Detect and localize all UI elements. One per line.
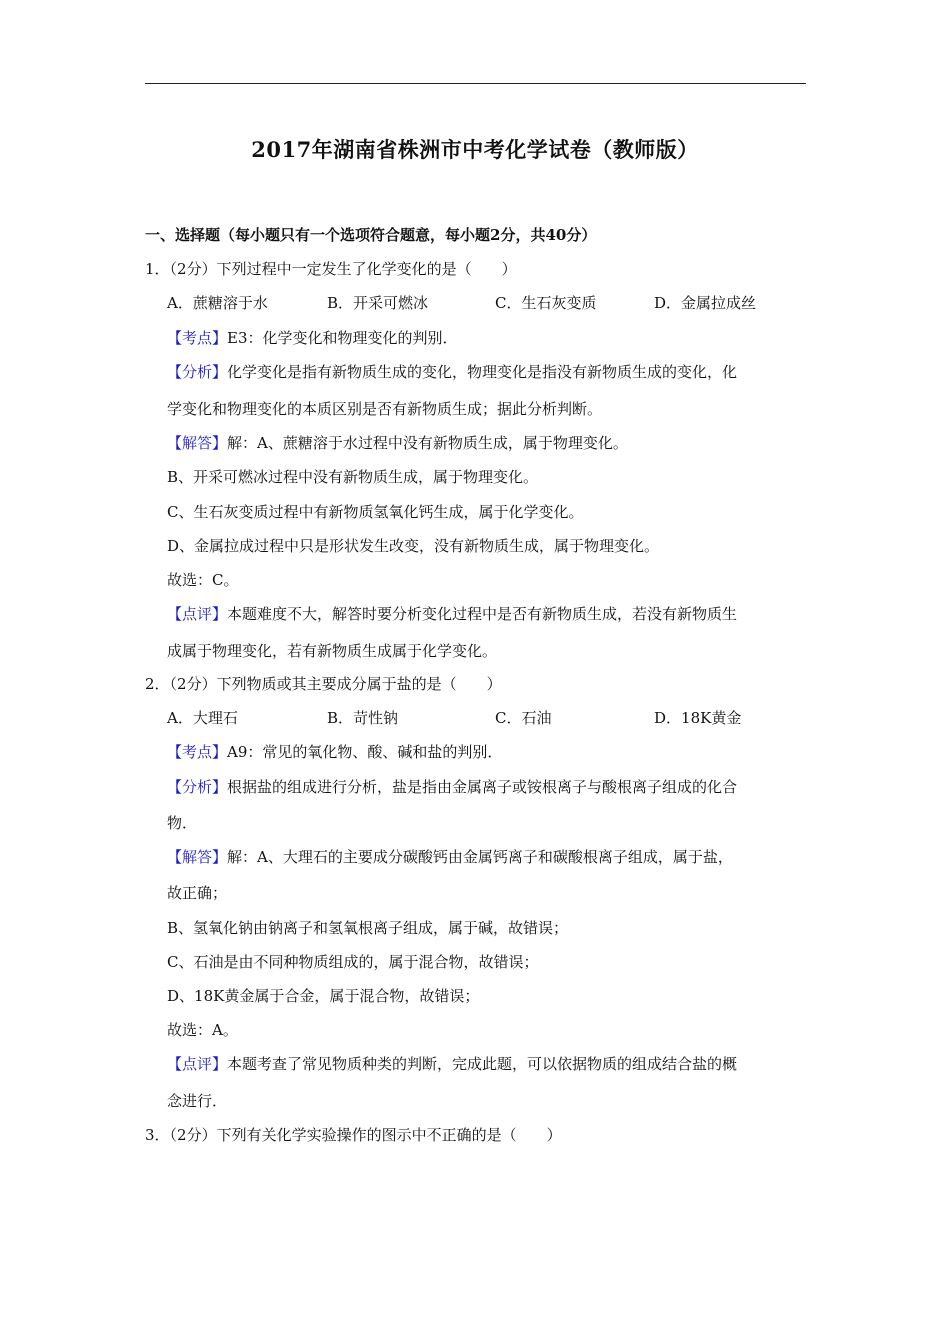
section-header: 一、选择题（每小题只有一个选项符合题意，每小题2分，共40分） [145, 226, 597, 244]
question-1-stem: 1．（2分）下列过程中一定发生了化学变化的是（ ） [145, 260, 517, 278]
page-title: 2017年湖南省株洲市中考化学试卷（教师版） [251, 137, 699, 162]
dianping-tag: 【点评】 [167, 605, 228, 623]
q2-jieda-text-1: 解：A、大理石的主要成分碳酸钙由金属钙离子和碳酸根离子组成，属于盐， [227, 848, 733, 866]
q2-fenxi [167, 776, 737, 798]
jieda-tag: 【解答】 [167, 434, 228, 452]
q1-dianping [167, 603, 737, 625]
q1-kaodian [167, 327, 458, 349]
q1-jieda [167, 432, 628, 454]
q2-option-b: B．苛性钠 [327, 709, 399, 727]
q1-option-d: D．金属拉成丝 [654, 294, 757, 312]
q1-kaodian-text: E3：化学变化和物理变化的判别． [227, 329, 458, 347]
q2-jieda-text-5: D、18K黄金属于合金，属于混合物，故错误； [167, 987, 480, 1005]
fenxi-tag: 【分析】 [167, 778, 228, 796]
jieda-tag: 【解答】 [167, 848, 228, 866]
q1-jieda-text-3: C、生石灰变质过程中有新物质氢氧化钙生成，属于化学变化。 [167, 503, 584, 521]
kaodian-tag: 【考点】 [167, 329, 228, 347]
q2-jieda-text-2: 故正确； [167, 884, 228, 902]
kaodian-tag: 【考点】 [167, 743, 228, 761]
q2-option-d: D．18K黄金 [654, 709, 742, 727]
question-3-stem: 3．（2分）下列有关化学实验操作的图示中不正确的是（ ） [145, 1126, 562, 1144]
q1-fenxi-text-1: 化学变化是指有新物质生成的变化，物理变化是指没有新物质生成的变化，化 [227, 363, 738, 381]
q2-dianping [167, 1053, 737, 1075]
header-rule [145, 83, 806, 84]
q2-fenxi-text-1: 根据盐的组成进行分析，盐是指由金属离子或铵根离子与酸根离子组成的化合 [227, 778, 738, 796]
q1-jieda-text-4: D、金属拉成过程中只是形状发生改变，没有新物质生成，属于物理变化。 [167, 537, 660, 555]
q2-option-c: C．石油 [495, 709, 552, 727]
q2-jieda-text-3: B、氢氧化钠由钠离子和氢氧根离子组成，属于碱，故错误； [167, 919, 569, 937]
q1-dianping-text-1: 本题难度不大，解答时要分析变化过程中是否有新物质生成，若没有新物质生 [227, 605, 738, 623]
q2-jieda [167, 846, 733, 868]
q2-jieda-text-4: C、石油是由不同种物质组成的，属于混合物，故错误； [167, 953, 539, 971]
q2-kaodian-text: A9：常见的氧化物、酸、碱和盐的判别． [227, 743, 503, 761]
fenxi-tag: 【分析】 [167, 363, 228, 381]
question-2-stem: 2．（2分）下列物质或其主要成分属于盐的是（ ） [145, 675, 502, 693]
q2-kaodian [167, 741, 502, 763]
q1-jieda-text-1: 解：A、蔗糖溶于水过程中没有新物质生成，属于物理变化。 [227, 434, 628, 452]
q2-answer: 故选：A。 [167, 1021, 238, 1039]
dianping-tag: 【点评】 [167, 1055, 228, 1073]
q1-option-a: A．蔗糖溶于水 [167, 294, 268, 312]
q1-option-b: B．开采可燃冰 [327, 294, 429, 312]
q1-answer: 故选：C。 [167, 571, 239, 589]
q1-dianping-text-2: 成属于物理变化，若有新物质生成属于化学变化。 [167, 642, 498, 660]
q1-fenxi [167, 361, 737, 383]
q2-dianping-text-1: 本题考查了常见物质种类的判断，完成此题，可以依据物质的组成结合盐的概 [227, 1055, 738, 1073]
q1-jieda-text-2: B、开采可燃冰过程中没有新物质生成，属于物理变化。 [167, 468, 539, 486]
q1-fenxi-text-2: 学变化和物理变化的本质区别是否有新物质生成；据此分析判断。 [167, 400, 603, 418]
q1-option-c: C．生石灰变质 [495, 294, 597, 312]
q2-dianping-text-2: 念进行． [167, 1092, 228, 1110]
q2-fenxi-text-2: 物． [167, 814, 198, 832]
q2-option-a: A．大理石 [167, 709, 238, 727]
